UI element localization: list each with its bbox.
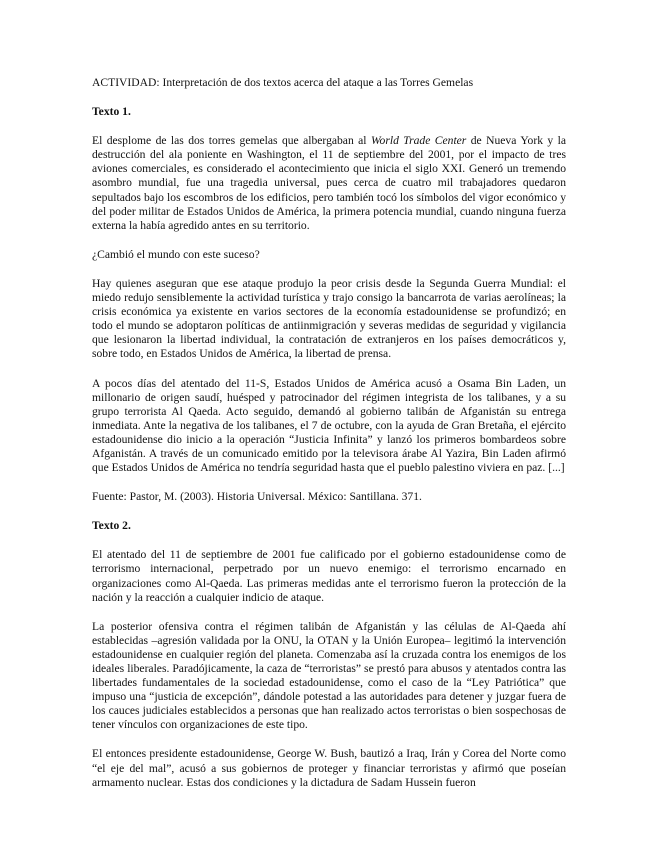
text1-p1-italic: World Trade Center — [370, 134, 467, 148]
text2-paragraph-2: La posterior ofensiva contra el régimen talibán de Afganistán y las células de Al-Qaeda ahí establecidas –agresión validada por la ONU, la OTAN y la Unión Europea– legitimó la intervención estadounidense en cualquier región del planeta. Comenzaba así la cruzada contra los enemigos de los ideales liberales. Paradójicamente, la caza de “terroristas” se prestó para abusos y atentados contra las libertades fundamentales de la sociedad estadounidense, como el caso de la “Ley Patriótica” que impuso una “justicia de excepción”, dándole potestad a las autoridades para detener y juzgar fuera de los cauces judiciales establecidos a personas que han realizado actos terroristas o bien sospechosas de tener vínculos con organizaciones de este tipo. — [92, 619, 566, 732]
text1-paragraph-2: Hay quienes aseguran que ese ataque produjo la peor crisis desde la Segunda Guerra Mundial: el miedo redujo sensiblemente la actividad turística y trajo consigo la bancarrota de varias aerolíneas; la crisis económica ya existente en varios sectores de la economía estadounidense se profundizó; en todo el mundo se adoptaron políticas de antiinmigración y severas medidas de seguridad y vigilancia que lesionaron la libertad individual, la contratación de extranjeros en los países democráticos y, sobre todo, en Estados Unidos de América, la libertad de prensa. — [92, 276, 566, 361]
text1-heading: Texto 1. — [92, 105, 131, 119]
activity-title: ACTIVIDAD: Interpretación de dos textos acerca del ataque a las Torres Gemelas — [92, 76, 474, 89]
text1-paragraph-1 — [92, 134, 566, 233]
text1-p1-after: de Nueva York y la destrucción del ala poniente en Washington, el 11 de septiembre del 2001, por el impacto de tres aviones comerciales, es considerado el acontecimiento que inicia el siglo XXI. Generó un tremendo asombro mundial, fue una tragedia universal, pues cerca de cuatro mil trabajadores quedaron sepultados bajo los escombros de los edificios, pero también tocó los símbolos del vigor económico y del poder militar de Estados Unidos de América, la primera potencia mundial, cuando ninguna fuerza externa la había agredido antes en su territorio. — [92, 134, 567, 232]
text2-heading: Texto 2. — [92, 519, 131, 533]
text2-paragraph-3: El entonces presidente estadounidense, George W. Bush, bautizó a Iraq, Irán y Corea del Norte como “el eje del mal”, acusó a sus gobiernos de proteger y financiar terroristas y afirmó que poseían armamento nuclear. Estas dos condiciones y la dictadura de Sadam Hussein fueron — [92, 747, 566, 789]
text1-source: Fuente: Pastor, M. (2003). Historia Universal. México: Santillana. 371. — [92, 490, 422, 504]
text2-paragraph-1: El atentado del 11 de septiembre de 2001 fue calificado por el gobierno estadounidense como de terrorismo internacional, perpetrado por un nuevo enemigo: el terrorismo encarnado en organizaciones como Al-Qaeda. Las primeras medidas ante el terrorismo fueron la protección de la nación y la reacción a cualquier indicio de ataque. — [92, 548, 566, 604]
text1-p1-before: El desplome de las dos torres gemelas que albergaban al — [92, 134, 371, 148]
document-page — [92, 76, 566, 790]
text1-question: ¿Cambió el mundo con este suceso? — [92, 247, 260, 261]
text1-paragraph-3: A pocos días del atentado del 11-S, Estados Unidos de América acusó a Osama Bin Laden, un millonario de origen saudí, huésped y patrocinador del régimen integrista de los talibanes, y a su grupo terrorista Al Qaeda. Acto seguido, demandó al gobierno talibán de Afganistán su entrega inmediata. Ante la negativa de los talibanes, el 7 de octubre, con la ayuda de Gran Bretaña, el ejército estadounidense dio inicio a la operación “Justicia Infinita” y lanzó los primeros bombardeos sobre Afganistán. A través de un comunicado emitido por la televisora árabe Al Yazira, Bin Laden afirmó que Estados Unidos de América no tendría seguridad hasta que el pueblo palestino viviera en paz. [...] — [92, 376, 566, 475]
